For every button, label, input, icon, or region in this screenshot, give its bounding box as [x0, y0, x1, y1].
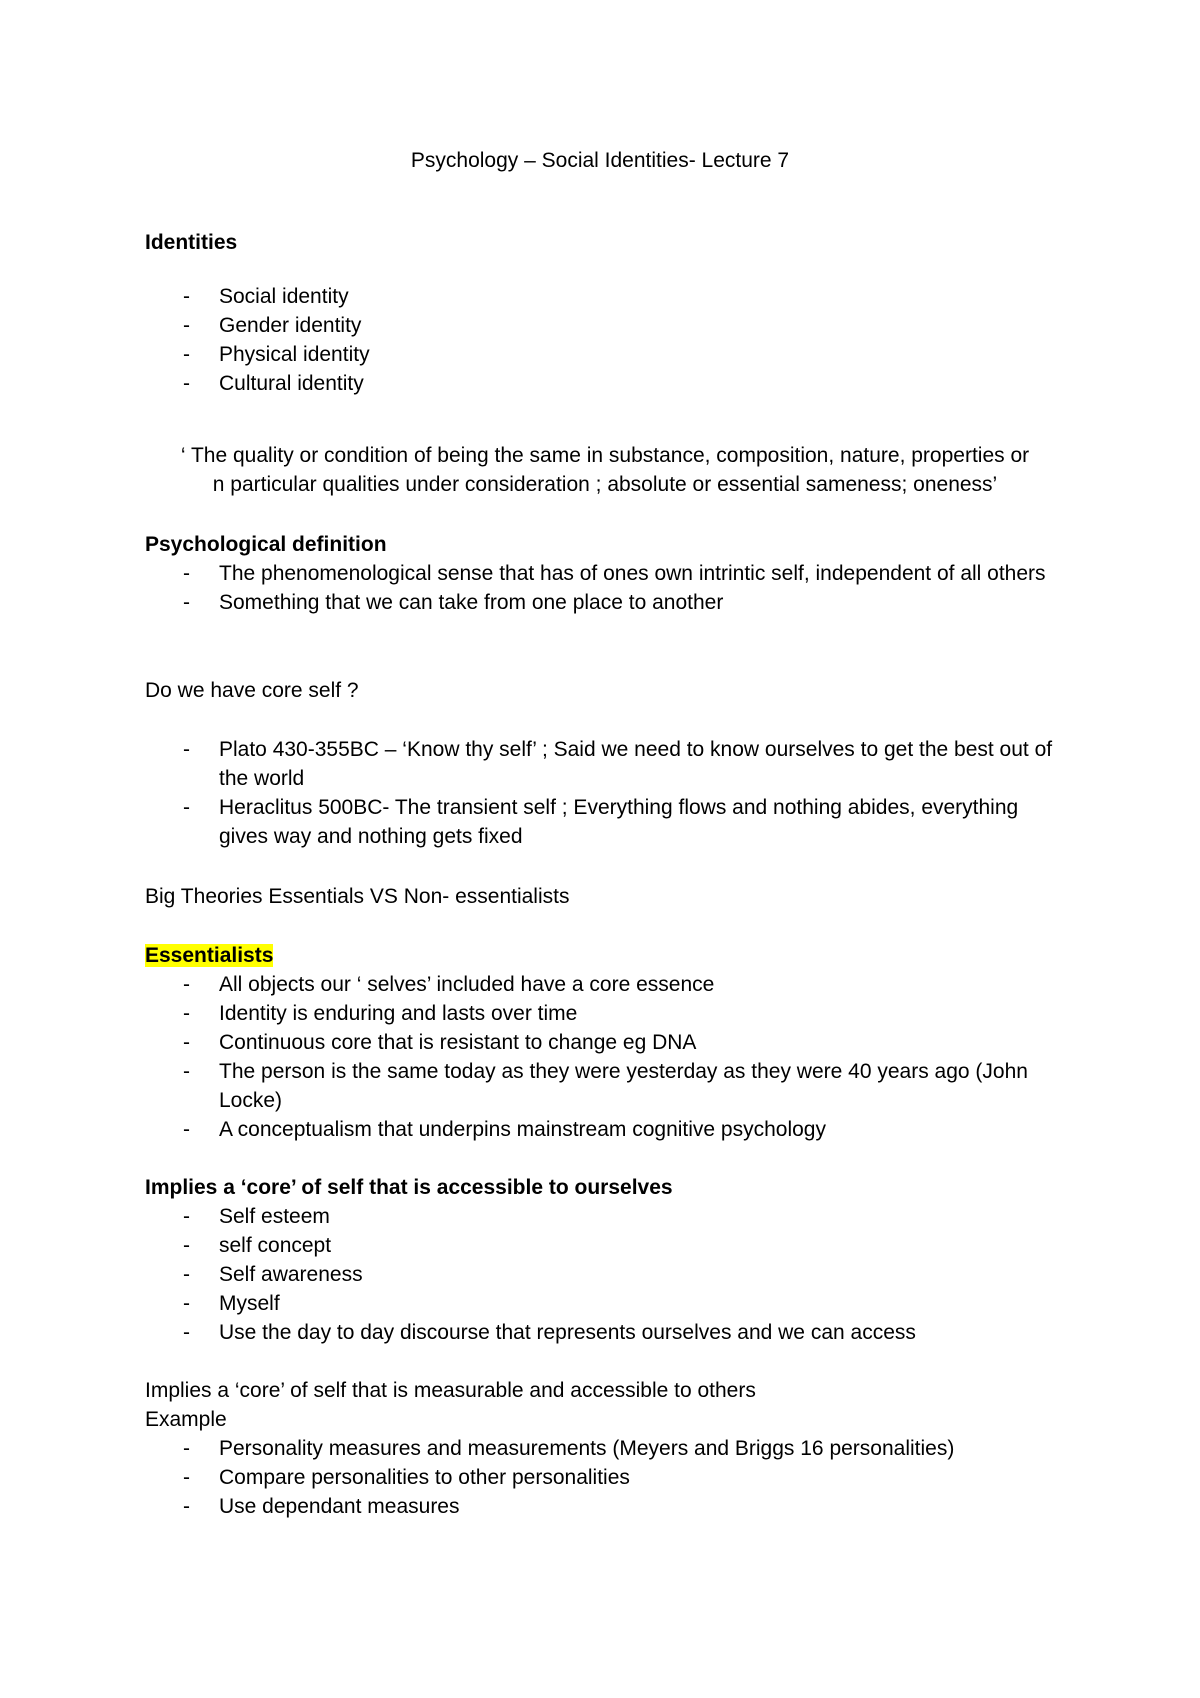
list-item: - Use dependant measures: [145, 1492, 1065, 1521]
list-item: - Heraclitus 500BC- The transient self ; Everything flows and nothing abides, everything gives way and nothing gets fixed: [145, 793, 1065, 851]
list-item: - Myself: [145, 1289, 1065, 1318]
bullet-dash: -: [183, 343, 190, 366]
bullet-dash: -: [183, 796, 190, 819]
bullet-dash: -: [183, 973, 190, 996]
list-item: - Self awareness: [145, 1260, 1065, 1289]
bullet-dash: -: [183, 562, 190, 585]
bullet-dash: -: [183, 1321, 190, 1344]
list-item: - A conceptualism that underpins mainstream cognitive psychology: [145, 1115, 1065, 1144]
bullet-dash: -: [183, 1118, 190, 1141]
subheading-example: Example: [145, 1408, 227, 1431]
heading-essentialists: [145, 941, 273, 970]
list-psychological-definition: [145, 559, 1065, 617]
list-item: - Compare personalities to other personalities: [145, 1463, 1065, 1492]
bullet-dash: -: [183, 314, 190, 337]
bullet-dash: -: [183, 1495, 190, 1518]
bullet-dash: -: [183, 738, 190, 761]
bullet-dash: -: [183, 591, 190, 614]
heading-core-self: Do we have core self ?: [145, 679, 359, 702]
bullet-dash: -: [183, 1263, 190, 1286]
quote-line-1: ‘ The quality or condition of being the same in substance, composition, nature, properties or: [180, 444, 1030, 467]
list-item: - Plato 430-355BC – ‘Know thy self’ ; Said we need to know ourselves to get the best out of the world: [145, 735, 1065, 793]
list-item: - Identity is enduring and lasts over time: [145, 999, 1065, 1028]
list-core-accessible: [145, 1202, 1065, 1347]
heading-core-measurable: Implies a ‘core’ of self that is measurable and accessible to others: [145, 1379, 756, 1402]
highlighted-text: Essentialists: [145, 944, 274, 967]
list-item: - Social identity: [145, 282, 1065, 311]
bullet-dash: -: [183, 1234, 190, 1257]
list-item: - Something that we can take from one place to another: [145, 588, 1065, 617]
list-item: - The phenomenological sense that has of ones own intrintic self, independent of all others: [145, 559, 1065, 588]
bullet-dash: -: [183, 1060, 190, 1083]
list-item: - Gender identity: [145, 311, 1065, 340]
bullet-dash: -: [183, 285, 190, 308]
definition-quote: [145, 441, 1065, 499]
bullet-dash: -: [183, 1002, 190, 1025]
bullet-dash: -: [183, 372, 190, 395]
list-item: - Cultural identity: [145, 369, 1065, 398]
bullet-dash: -: [183, 1466, 190, 1489]
heading-big-theories: Big Theories Essentials VS Non- essentialists: [145, 885, 570, 908]
list-identities: [145, 282, 1065, 398]
list-item: - Use the day to day discourse that represents ourselves and we can access: [145, 1318, 1065, 1347]
bullet-dash: -: [183, 1292, 190, 1315]
list-item: - Continuous core that is resistant to change eg DNA: [145, 1028, 1065, 1057]
heading-identities: Identities: [145, 231, 238, 254]
document-title: Psychology – Social Identities- Lecture 7: [410, 149, 790, 172]
heading-core-accessible: Implies a ‘core’ of self that is accessible to ourselves: [145, 1176, 673, 1199]
list-essentialists: [145, 970, 1065, 1144]
list-item: - Self esteem: [145, 1202, 1065, 1231]
list-core-measurable: [145, 1434, 1065, 1521]
list-item: - The person is the same today as they were yesterday as they were 40 years ago (John Locke): [145, 1057, 1065, 1115]
heading-psychological-definition: Psychological definition: [145, 533, 387, 556]
list-core-self: [145, 735, 1065, 851]
bullet-dash: -: [183, 1205, 190, 1228]
list-item: - All objects our ‘ selves’ included have a core essence: [145, 970, 1065, 999]
list-item: - self concept: [145, 1231, 1065, 1260]
quote-line-2: n particular qualities under consideration ; absolute or essential sameness; oneness’: [212, 473, 998, 496]
list-item: - Physical identity: [145, 340, 1065, 369]
bullet-dash: -: [183, 1031, 190, 1054]
bullet-dash: -: [183, 1437, 190, 1460]
list-item: - Personality measures and measurements (Meyers and Briggs 16 personalities): [145, 1434, 1065, 1463]
